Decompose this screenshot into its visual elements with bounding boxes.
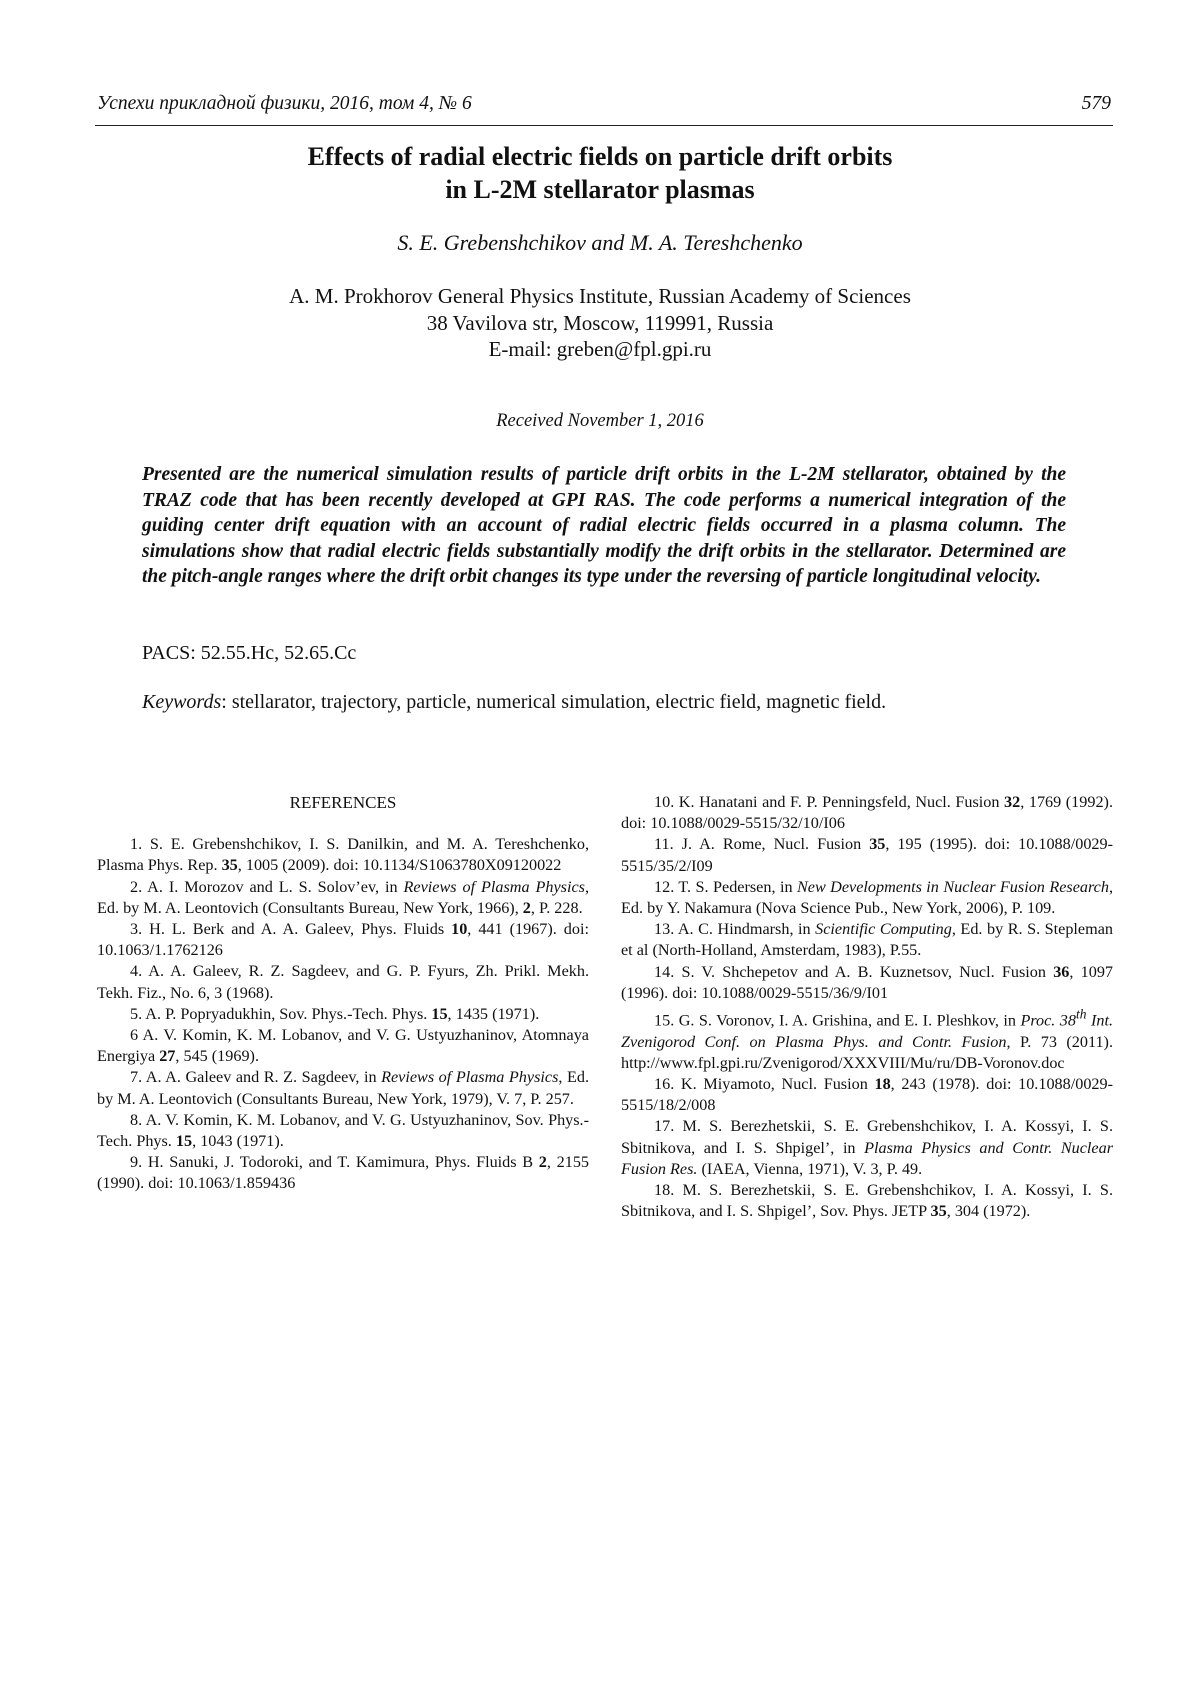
reference-item: 2. A. I. Morozov and L. S. Solov’ev, in Reviews of Plasma Physics, Ed. by M. A. Leontovich (Consultants Bureau, New York, 1966), 2, P. 228. [97, 877, 589, 917]
reference-item: 1. S. E. Grebenshchikov, I. S. Danilkin, and M. A. Tereshchenko, Plasma Phys. Rep. 35, 1005 (2009). doi: 10.1134/S1063780X09120022 [97, 835, 589, 875]
reference-item: 8. A. V. Komin, K. M. Lobanov, and V. G. Ustyuzhaninov, Sov. Phys.-Tech. Phys. 15, 1043 (1971). [97, 1110, 589, 1151]
references-column-right [621, 792, 1113, 1222]
authors: S. E. Grebenshchikov and M. A. Tereshchenko [397, 230, 803, 255]
reference-item: 14. S. V. Shchepetov and A. B. Kuznetsov, Nucl. Fusion 36, 1097 (1996). doi: 10.1088/0029-5515/36/9/I01 [621, 962, 1114, 1002]
journal-citation: Успехи прикладной физики, 2016, том 4, № 6 [97, 93, 472, 114]
reference-item: 4. A. A. Galeev, R. Z. Sagdeev, and G. P. Fyurs, Zh. Prikl. Mekh. Tekh. Fiz., No. 6, 3 (1968). [97, 962, 589, 1002]
reference-item: 11. J. A. Rome, Nucl. Fusion 35, 195 (1995). doi: 10.1088/0029-5515/35/2/I09 [621, 835, 1113, 875]
reference-item: 16. K. Miyamoto, Nucl. Fusion 18, 243 (1978). doi: 10.1088/0029-5515/18/2/008 [621, 1075, 1113, 1115]
references-list-right [621, 792, 1113, 1222]
reference-item: 13. A. C. Hindmarsh, in Scientific Computing, Ed. by R. S. Stepleman et al (North-Holland, Amsterdam, 1983), P.55. [621, 920, 1113, 960]
page-number: 579 [1081, 93, 1111, 114]
title-line-2: in L-2M stellarator plasmas [445, 175, 755, 204]
affiliation-address: 38 Vavilova str, Moscow, 119991, Russia [426, 310, 774, 335]
reference-item: 15. G. S. Voronov, I. A. Grishina, and E. I. Pleshkov, in Proc. 38th Int. Zvenigorod Conf. on Plasma Phys. and Contr. Fusion, P. 73 (2011). http://www.fpl.gpi.ru/Zvenigorod/XXXVIII/Mu/ru/DB-Voronov.doc [621, 1007, 1114, 1072]
reference-item: 5. A. P. Popryadukhin, Sov. Phys.-Tech. Phys. 15, 1435 (1971). [130, 1004, 540, 1023]
author-email: E-mail: greben@fpl.gpi.ru [488, 337, 712, 361]
keywords-list: : stellarator, trajectory, particle, numerical simulation, electric field, magnetic field. [221, 691, 887, 713]
received-date: Received November 1, 2016 [496, 411, 704, 431]
affiliation-institute: A. M. Prokhorov General Physics Institute, Russian Academy of Sciences [289, 284, 911, 308]
pacs-codes: PACS: 52.55.Hc, 52.65.Cc [142, 642, 357, 664]
reference-item: 17. M. S. Berezhetskii, S. E. Grebenshchikov, I. A. Kossyi, I. S. Sbitnikova, and I. S. Shpigel’, in Plasma Physics and Contr. Nuclear Fusion Res. (IAEA, Vienna, 1971), V. 3, P. 49. [621, 1117, 1114, 1178]
references-column-left [97, 792, 589, 1195]
reference-item: 7. A. A. Galeev and R. Z. Sagdeev, in Reviews of Plasma Physics, Ed. by M. A. Leontovich (Consultants Bureau, New York, 1979), V. 7, P. 257. [97, 1068, 589, 1108]
title-line-1: Effects of radial electric fields on particle drift orbits [307, 142, 893, 171]
reference-item: 6 A. V. Komin, K. M. Lobanov, and V. G. Ustyuzhaninov, Atomnaya Energiya 27, 545 (1969). [97, 1026, 589, 1066]
article-title [0, 140, 1200, 206]
affiliation [0, 283, 1200, 363]
reference-item: 10. K. Hanatani and F. P. Penningsfeld, Nucl. Fusion 32, 1769 (1992). doi: 10.1088/0029-5515/32/10/I06 [621, 793, 1113, 833]
keywords [142, 691, 886, 714]
reference-item: 12. T. S. Pedersen, in New Developments in Nuclear Fusion Research, Ed. by Y. Nakamura (Nova Science Pub., New York, 2006), P. 109. [621, 877, 1113, 918]
reference-item: 18. M. S. Berezhetskii, S. E. Grebenshchikov, I. A. Kossyi, I. S. Sbitnikova, and I. S. Shpigel’, Sov. Phys. JETP 35, 304 (1972). [621, 1181, 1113, 1221]
abstract: Presented are the numerical simulation results of particle drift orbits in the L-2M stellarator, obtained by the TRAZ code that has been recently developed at GPI RAS. The code performs a numerical integration of the guiding center drift equation with an account of radial electric fields occurred in a plasma column. The simulations show that radial electric fields substantially modify the drift orbits in the stellarator. Determined are the pitch-angle ranges where the drift orbit changes its type under the reversing of particle longitudinal velocity. [142, 464, 1066, 587]
reference-item: 3. H. L. Berk and A. A. Galeev, Phys. Fluids 10, 441 (1967). doi: 10.1063/1.1762126 [97, 920, 589, 960]
running-header [95, 93, 1113, 126]
references-list-left [97, 834, 589, 1194]
keywords-label: Keywords [142, 691, 222, 713]
reference-item: 9. H. Sanuki, J. Todoroki, and T. Kamimura, Phys. Fluids B 2, 2155 (1990). doi: 10.1063/1.859436 [97, 1153, 590, 1193]
references-heading: REFERENCES [289, 793, 397, 812]
